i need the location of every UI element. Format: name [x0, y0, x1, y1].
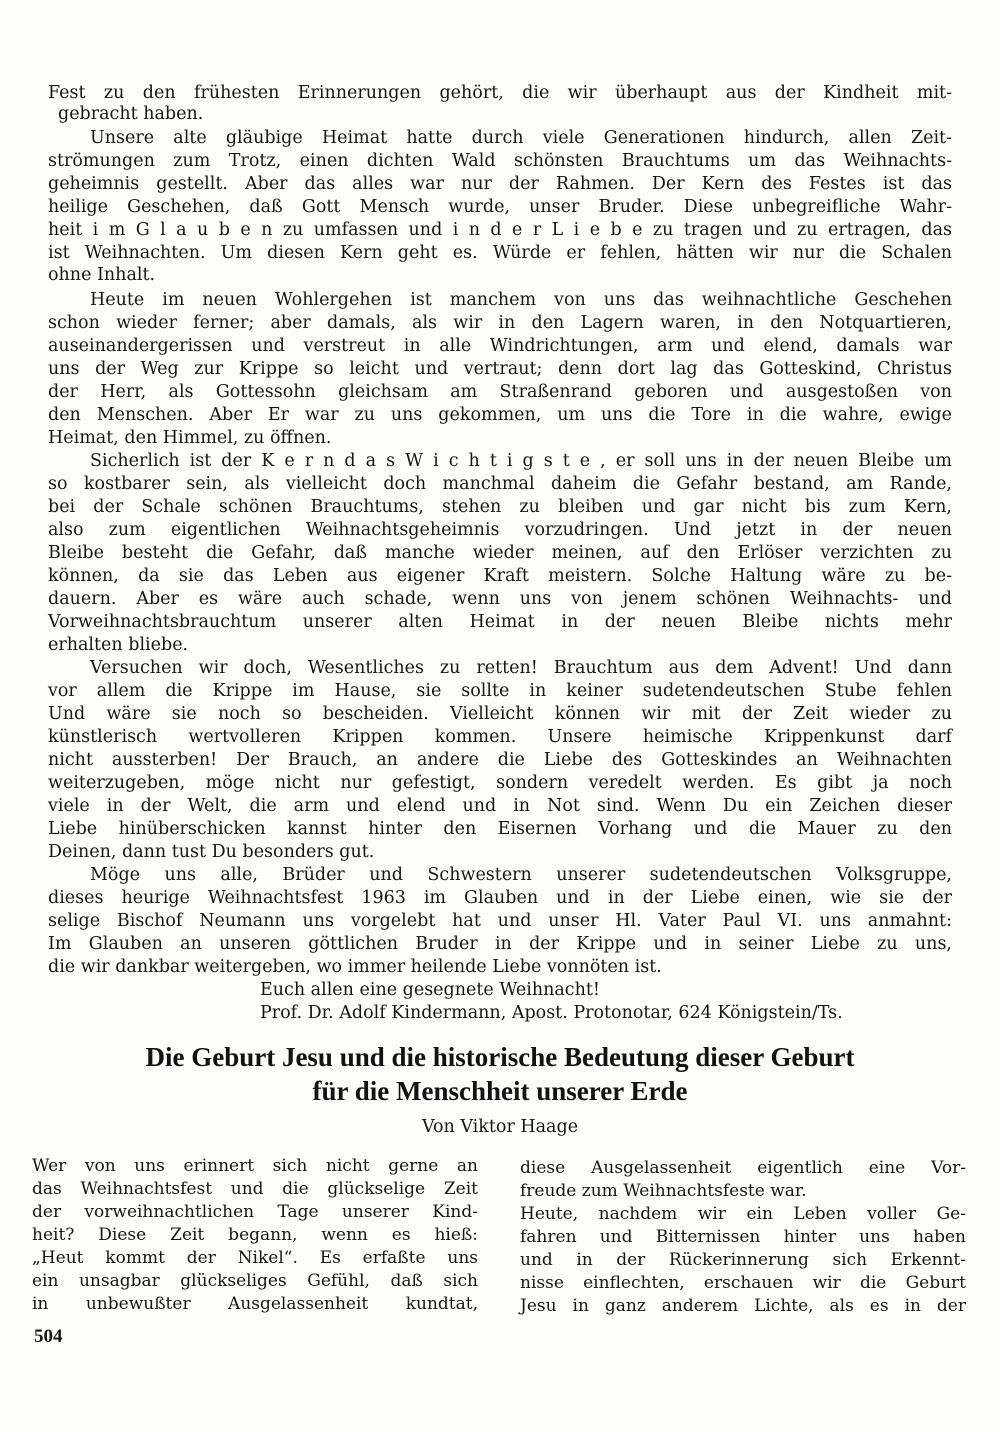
- text-line: der Herr, als Gottessohn gleichsam am Straßenrand geboren und ausgestoßen von: [48, 382, 952, 402]
- text-line: der vorweihnachtlichen Tage unserer Kind-: [32, 1202, 478, 1222]
- text-line: Heute, nachdem wir ein Leben voller Ge-: [520, 1204, 966, 1224]
- text-line: Jesu in ganz anderem Lichte, als es in der: [520, 1296, 966, 1316]
- text-line: bei der Schale schönen Brauchtums, stehen zu bleiben und gar nicht bis zum Kern,: [48, 497, 952, 517]
- page-number: 504: [34, 1326, 63, 1347]
- text-line: schon wieder ferner; aber damals, als wir in den Lagern waren, in den Notquartieren,: [48, 313, 952, 333]
- text-line: ein unsagbar glückseliges Gefühl, daß sich: [32, 1271, 478, 1291]
- text-line: künstlerisch wertvolleren Krippen kommen. Unsere heimische Krippenkunst darf: [48, 727, 952, 747]
- text-line: Fest zu den frühesten Erinnerungen gehört, die wir überhaupt aus der Kindheit mit-: [48, 83, 952, 103]
- text-line: freude zum Weihnachtsfeste war.: [520, 1181, 807, 1201]
- text-line: Und wäre sie noch so bescheiden. Vielleicht können wir mit der Zeit wieder zu: [48, 704, 952, 724]
- text-line: Unsere alte gläubige Heimat hatte durch viele Generationen hindurch, allen Zeit-: [90, 128, 952, 148]
- text-line: nisse einflechten, erschauen wir die Geburt: [520, 1273, 966, 1293]
- text-line: strömungen zum Trotz, einen dichten Wald schönsten Brauchtums um das Weihnachts-: [48, 151, 952, 171]
- text-line: die wir dankbar weitergeben, wo immer heilende Liebe vonnöten ist.: [48, 957, 662, 977]
- text-line: Wer von uns erinnert sich nicht gerne an: [32, 1156, 478, 1176]
- text-line: auseinandergerissen und verstreut in alle Windrichtungen, arm und elend, damals war: [48, 336, 952, 356]
- signature: Prof. Dr. Adolf Kindermann, Apost. Protonotar, 624 Königstein/Ts.: [260, 1003, 843, 1023]
- text-line: den Menschen. Aber Er war zu uns gekommen, um uns die Tore in die wahre, ewige: [48, 405, 952, 425]
- text-line: selige Bischof Neumann uns vorgelebt hat und unser Hl. Vater Paul VI. uns anmahnt:: [48, 911, 952, 931]
- text-line: Heute im neuen Wohlergehen ist manchem von uns das weihnachtliche Geschehen: [90, 290, 952, 310]
- text-line: Bleibe besteht die Gefahr, daß manche wieder meinen, auf den Erlöser verzichten zu: [48, 543, 952, 563]
- text-line: Deinen, dann tust Du besonders gut.: [48, 842, 375, 862]
- text-line: geheimnis gestellt. Aber das alles war nur der Rahmen. Der Kern des Festes ist das: [48, 174, 952, 194]
- text-line: gebracht haben.: [58, 104, 204, 124]
- text-line: heilige Geschehen, daß Gott Mensch wurde, unser Bruder. Diese unbegreifliche Wahr-: [48, 197, 952, 217]
- text-line: Möge uns alle, Brüder und Schwestern unserer sudetendeutschen Volksgruppe,: [90, 865, 952, 885]
- text-line: Vorweihnachtsbrauchtum unserer alten Heimat in der neuen Bleibe nichts mehr: [48, 612, 952, 632]
- text-line: heit i m G l a u b e n zu umfassen und i n d e r L i e b e zu tragen und zu ertragen, das: [48, 220, 952, 240]
- text-line: dieses heurige Weihnachtsfest 1963 im Glauben und in der Liebe einen, wie sie der: [48, 888, 952, 908]
- text-line: viele in der Welt, die arm und elend und in Not sind. Wenn Du ein Zeichen dieser: [48, 796, 952, 816]
- text-line: so kostbarer sein, als vielleicht doch manchmal daheim die Gefahr bestand, am Rande,: [48, 474, 952, 494]
- article-title-line-1: Die Geburt Jesu und die historische Bedeutung dieser Geburt: [145, 1042, 855, 1072]
- text-line: dauern. Aber es wäre auch schade, wenn uns von jenem schönen Weihnachts- und: [48, 589, 952, 609]
- text-line: Heimat, den Himmel, zu öffnen.: [48, 428, 332, 448]
- text-line: diese Ausgelassenheit eigentlich eine Vor-: [520, 1158, 966, 1178]
- text-line: also zum eigentlichen Weihnachtsgeheimnis vorzudringen. Und jetzt in der neuen: [48, 520, 952, 540]
- text-line: „Heut kommt der Nikel“. Es erfaßte uns: [32, 1248, 478, 1268]
- text-line: uns der Weg zur Krippe so leicht und vertraut; denn dort lag das Gotteskind, Christus: [48, 359, 952, 379]
- text-line: ist Weihnachten. Um diesen Kern geht es. Würde er fehlen, hätten wir nur die Schalen: [48, 243, 952, 263]
- text-line: können, da sie das Leben aus eigener Kraft meistern. Solche Haltung wäre zu be-: [48, 566, 952, 586]
- text-line: Im Glauben an unseren göttlichen Bruder in der Krippe und in seiner Liebe zu uns,: [48, 934, 952, 954]
- text-line: nicht aussterben! Der Brauch, an andere die Liebe des Gotteskindes an Weihnachten: [48, 750, 952, 770]
- text-line: und in der Rückerinnerung sich Erkennt-: [520, 1250, 966, 1270]
- article-byline: Von Viktor Haage: [421, 1117, 579, 1137]
- text-line: ohne Inhalt.: [48, 265, 156, 285]
- text-line: heit? Diese Zeit begann, wenn es hieß:: [32, 1225, 478, 1245]
- closing-greeting: Euch allen eine gesegnete Weihnacht!: [260, 980, 600, 1000]
- text-line: vor allem die Krippe im Hause, sie sollte in keiner sudetendeutschen Stube fehlen: [48, 681, 952, 701]
- text-line: in unbewußter Ausgelassenheit kundtat,: [32, 1294, 478, 1314]
- article-title-line-2: für die Menschheit unserer Erde: [312, 1076, 688, 1106]
- text-line: Versuchen wir doch, Wesentliches zu retten! Brauchtum aus dem Advent! Und dann: [90, 658, 952, 678]
- text-line: fahren und Bitternissen hinter uns haben: [520, 1227, 966, 1247]
- text-line: Liebe hinüberschicken kannst hinter den Eisernen Vorhang und die Mauer zu den: [48, 819, 952, 839]
- text-line: weiterzugeben, möge nicht nur gefestigt, sondern veredelt werden. Es gibt ja noch: [48, 773, 952, 793]
- text-line: Sicherlich ist der K e r n d a s W i c h t i g s t e , er soll uns in der neuen Bleibe um: [90, 451, 952, 471]
- text-line: das Weihnachtsfest und die glückselige Zeit: [32, 1179, 478, 1199]
- text-line: erhalten bliebe.: [48, 635, 189, 655]
